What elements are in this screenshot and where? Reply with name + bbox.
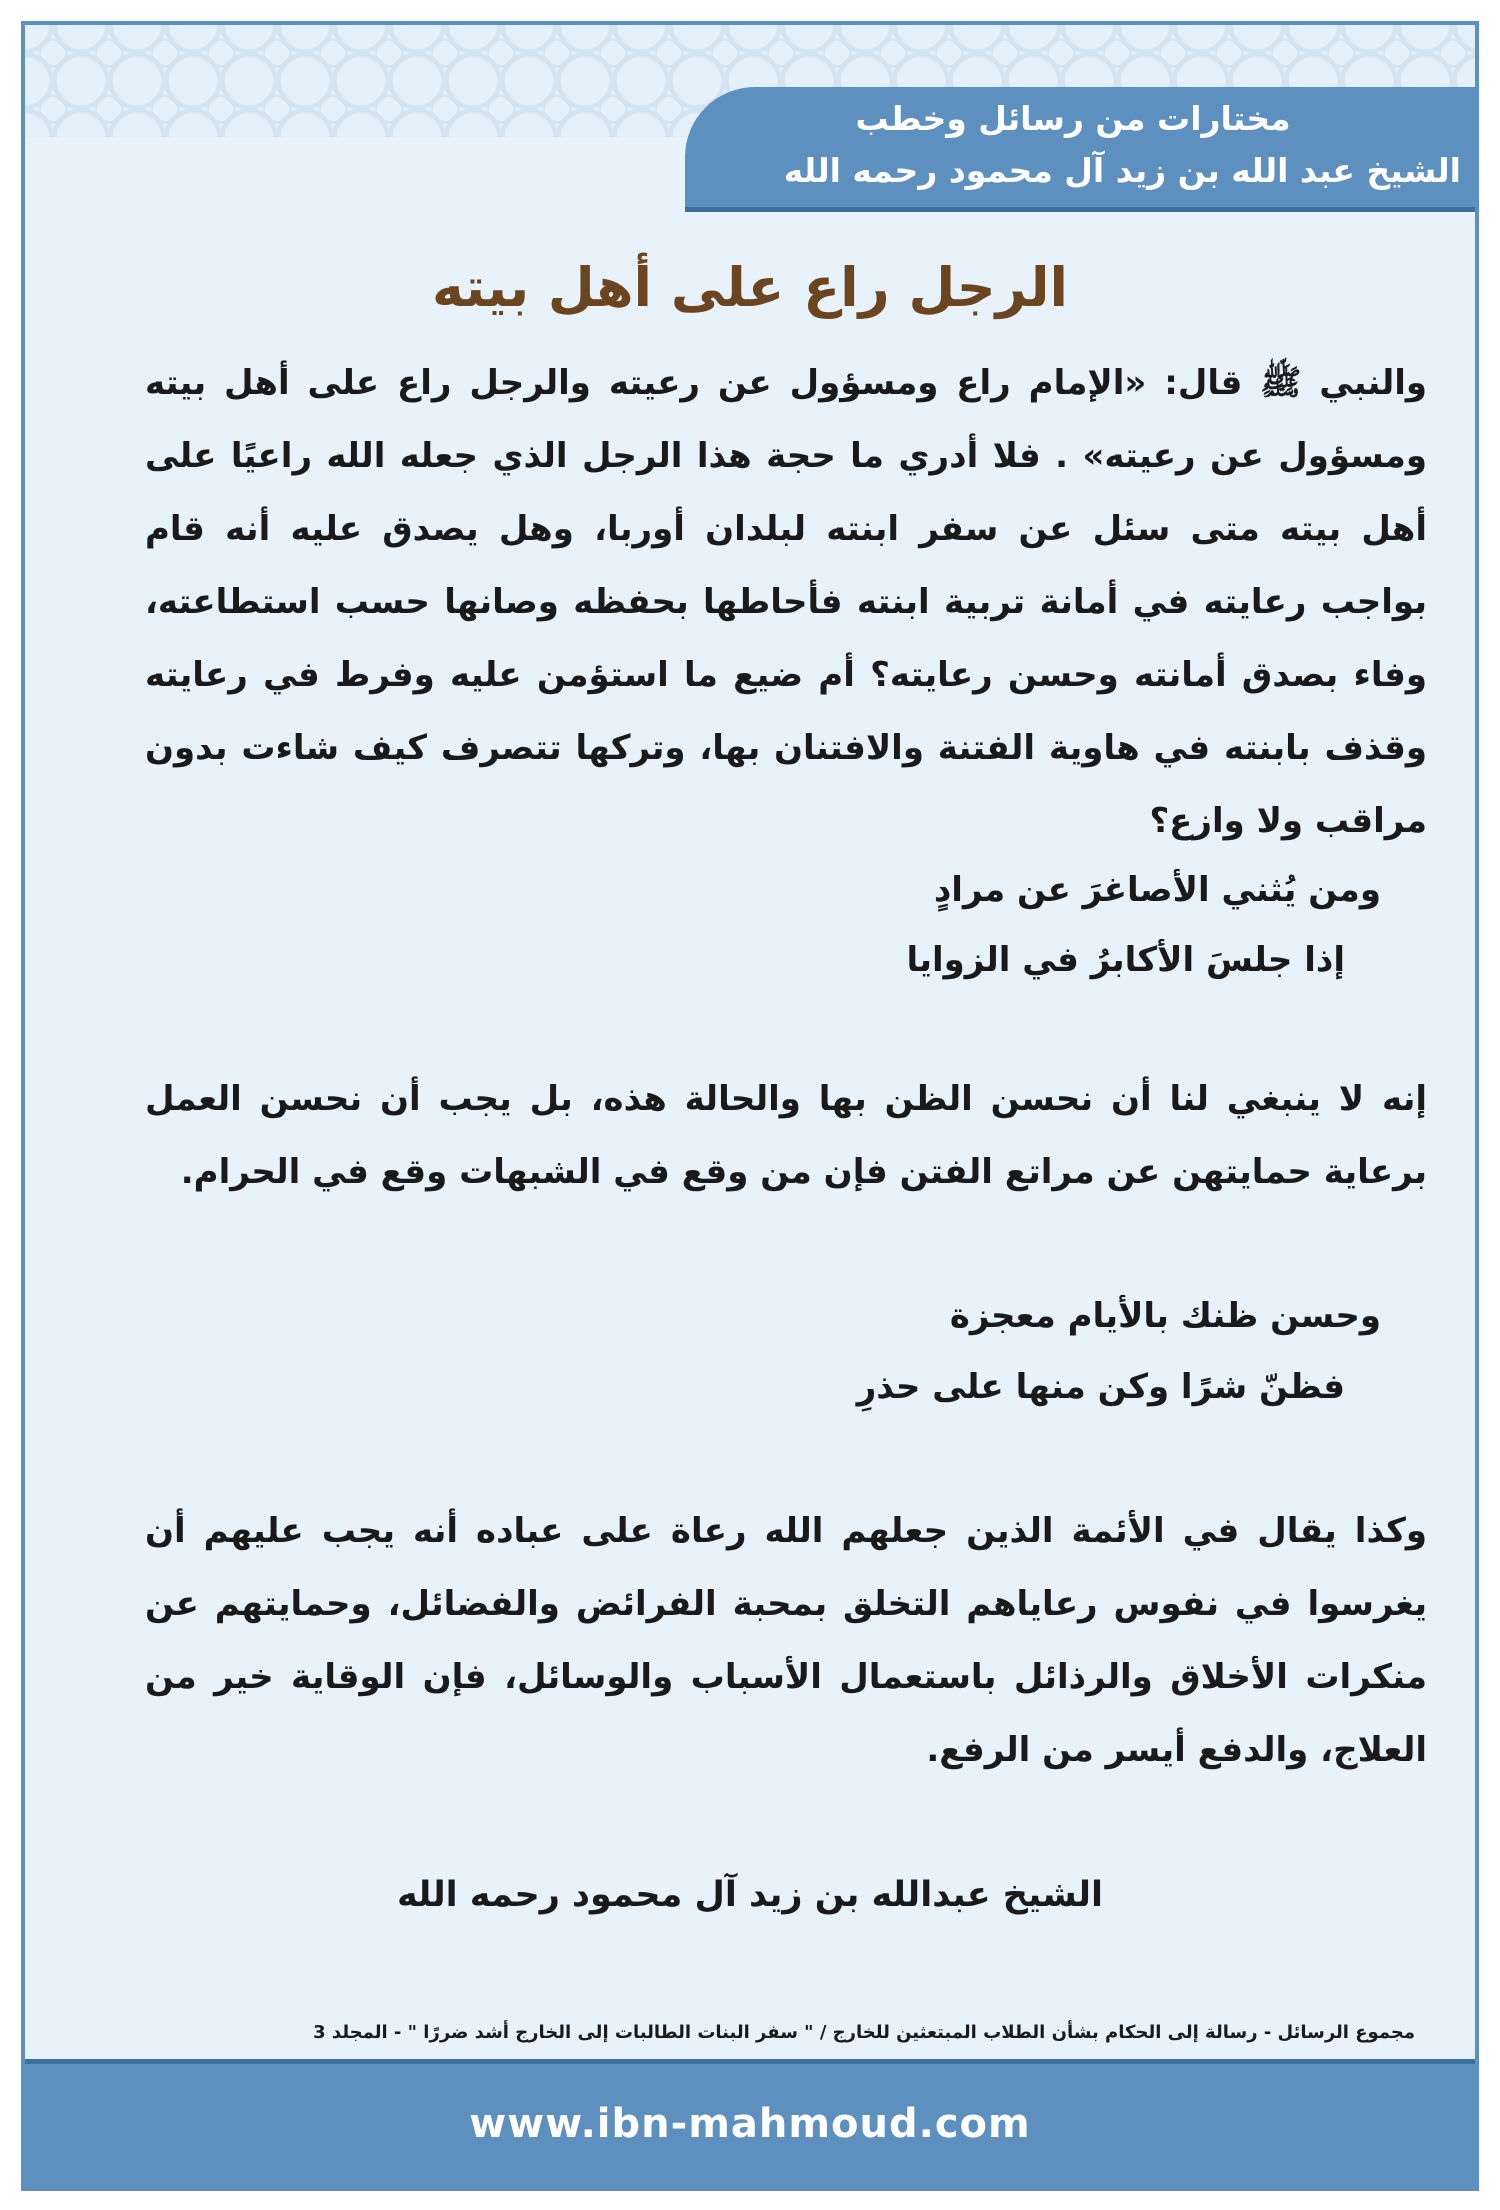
source-footnote: مجموع الرسائل - رسالة إلى الحكام بشأن الطلاب المبتعثين للخارج / " سفر البنات الطالبات إلى الخارج أشد ضررًا " - المجلد 3 [313,2022,1415,2043]
poem-1-line-2: إذا جلسَ الأكابرُ في الزوايا [906,940,1345,980]
article-title: الرجل راع على أهل بيته [431,256,1068,319]
paragraph-1: والنبي ﷺ قال: «الإمام راع ومسؤول عن رعيته والرجل راع على أهل بيته ومسؤول عن رعيته» . فلا أدري ما حجة هذا الرجل الذي جعله الله راعيًا على أهل بيته متى سئل عن سفر ابنته لبلدان أوربا، وهل يصدق عليه أنه قام بواجب رعايته في أمانة تربية ابنته فأحاطها بحفظه وصانها حسب استطاعته، وفاء بصدق أمانته وحسن رعايته؟ أم ضيع ما استؤمن عليه وفرط في رعايته وقذف بابنته في هاوية الفتنة والافتنان بها، وتركها تتصرف كيف شاءت بدون مراقب ولا وازع؟ [145,363,1427,841]
poem-1-line-1: ومن يُثني الأصاغرَ عن مرادٍ [933,870,1381,910]
signature: الشيخ عبدالله بن زيد آل محمود رحمه الله [396,1875,1104,1915]
poem-2-line-2: فظنّ شرًا وكن منها على حذرِ [856,1367,1345,1407]
page-frame [21,21,1479,2191]
paragraph-3: وكذا يقال في الأئمة الذين جعلهم الله رعاة على عباده أنه يجب عليهم أن يغرسوا في نفوس رعاياهم التخلق بمحبة الفرائض والفضائل، وحمايتهم عن منكرات الأخلاق والرذائل باستعمال الأسباب والوسائل، فإن الوقاية خير من العلاج، والدفع أيسر من الرفع. [145,1511,1427,1770]
header-subtitle: مختارات من رسائل وخطب [855,99,1291,138]
header-author: الشيخ عبد الله بن زيد آل محمود رحمه الله [783,151,1461,190]
poem-2-line-1: وحسن ظنك بالأيام معجزة [949,1296,1381,1336]
paragraph-2: إنه لا ينبغي لنا أن نحسن الظن بها والحالة هذه، بل يجب أن نحسن العمل برعاية حمايتهن عن مراتع الفتن فإن من وقع في الشبهات وقع في الحرام. [145,1079,1427,1192]
website-link[interactable]: www.ibn-mahmoud.com [469,2101,1031,2147]
footer-bar [25,2059,1475,2187]
header-banner [685,87,1475,207]
